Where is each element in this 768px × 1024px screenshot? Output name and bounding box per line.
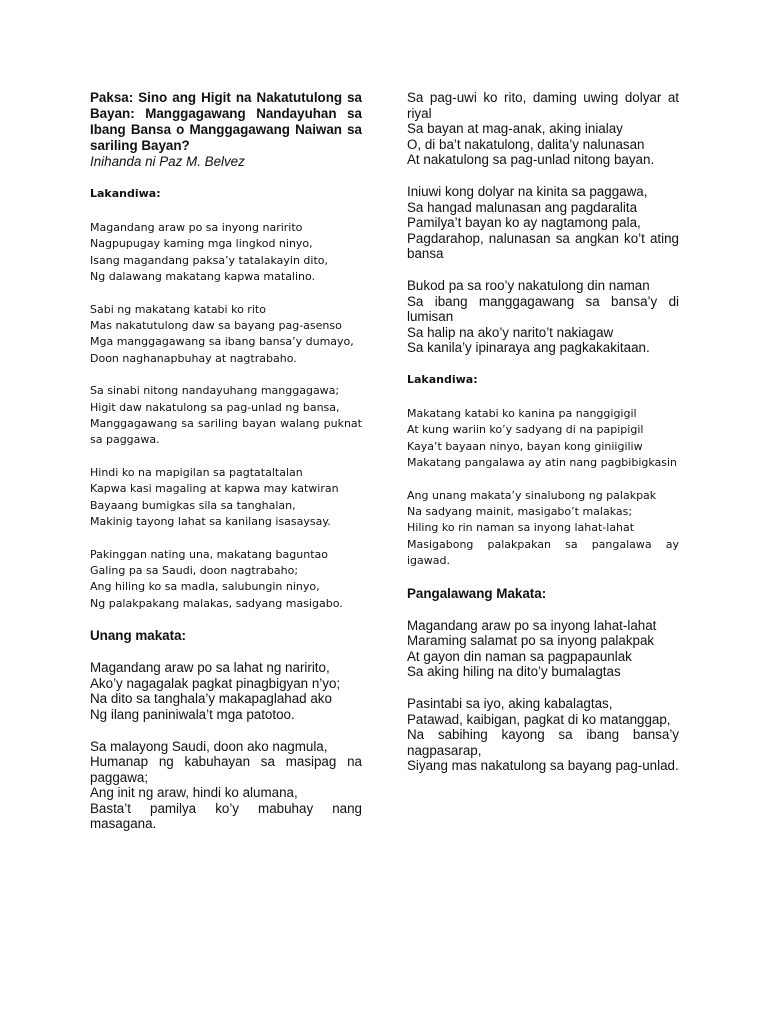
verse-line: Nagpupugay kaming mga lingkod ninyo,: [90, 237, 313, 251]
verse-line: Na sabihing kayong sa ibang bansa’y nagpasarap,: [407, 727, 679, 758]
lakandiwa-stanzas: [90, 220, 362, 612]
verse-line: Sa halip na ako’y narito’t nakiagaw: [407, 324, 614, 340]
unang-makata-stanzas: [90, 660, 362, 832]
verse-line: At nakatulong sa pag-unlad nitong bayan.: [407, 152, 655, 168]
stanza: [90, 660, 362, 722]
verse-line: Humanap ng kabuhayan sa masipag na paggawa;: [90, 754, 362, 785]
verse-line: Patawad, kaibigan, pagkat di ko matanggap,: [407, 711, 671, 727]
verse-line: Ng palakpakang malakas, sadyang masigabo.: [90, 596, 343, 610]
pangalawang-makata-stanzas: [407, 618, 679, 774]
verse-line: O, di ba’t nakatulong, dalita’y nalunasan: [407, 136, 645, 152]
verse-line: Sa aking hiling na dito’y bumalagtas: [407, 664, 621, 680]
unang-makata-heading: Unang makata:: [90, 628, 186, 644]
verse-line: Sa pag-uwi ko rito, daming uwing dolyar at riyal: [407, 90, 679, 121]
stanza: [90, 465, 362, 531]
right-column: [407, 90, 679, 790]
lakandiwa-label: Lakandiwa:: [90, 187, 161, 200]
verse-line: Magandang araw po sa lahat ng naririto,: [90, 660, 330, 676]
verse-line: Maraming salamat po sa inyong palakpak: [407, 633, 655, 649]
verse-line: Makinig tayong lahat sa kanilang isasaysay.: [90, 515, 331, 529]
verse-line: Kaya’t bayaan ninyo, bayan kong giniigiliw: [407, 439, 643, 453]
verse-line: Mas nakatutulong daw sa bayang pag-asenso: [90, 319, 342, 333]
stanza: [407, 184, 679, 262]
verse-line: At gayon din naman sa pagpapaunlak: [407, 648, 632, 664]
stanza: [90, 220, 362, 286]
verse-line: Sa sinabi nitong nandayuhang manggagawa;: [90, 384, 340, 398]
verse-line: Bayaang bumigkas sila sa tanghalan,: [90, 498, 296, 512]
verse-line: Kapwa kasi magaling at kapwa may katwiran: [90, 482, 339, 496]
verse-line: Sa malayong Saudi, doon ako nagmula,: [90, 738, 328, 754]
verse-line: Doon naghanapbuhay at nagtrabaho.: [90, 351, 297, 365]
verse-line: Masigabong palakpakan sa pangalawa ay igawad.: [407, 537, 679, 568]
verse-line: Makatang pangalawa ay atin nang pagbibigkasin: [407, 456, 678, 470]
verse-line: Ng dalawang makatang kapwa matalino.: [90, 270, 316, 284]
lakandiwa-label-2: Lakandiwa:: [407, 372, 478, 386]
verse-line: Sa bayan at mag-anak, aking inialay: [407, 121, 623, 137]
verse-line: Makatang katabi ko kanina pa nanggigigil: [407, 406, 637, 420]
verse-line: Pamilya’t bayan ko ay nagtamong pala,: [407, 215, 641, 231]
unang-makata-stanzas-continued: [407, 90, 679, 356]
verse-line: Magandang araw po sa inyong naririto: [90, 221, 303, 234]
verse-line: Magandang araw po sa inyong lahat-lahat: [407, 617, 657, 633]
verse-line: Basta’t pamilya ko’y mabuhay nang masagana.: [90, 800, 362, 832]
verse-line: Siyang mas nakatulong sa bayang pag-unlad.: [407, 758, 679, 774]
verse-line: Pasintabi sa iyo, aking kabalagtas,: [407, 695, 613, 711]
stanza: [90, 383, 362, 449]
stanza: [90, 739, 362, 833]
stanza: [407, 406, 679, 472]
verse-line: Bukod pa sa roo’y nakatulong din naman: [407, 277, 650, 293]
verse-line: Galing pa sa Saudi, doon nagtrabaho;: [90, 563, 299, 577]
stanza: [407, 90, 679, 168]
verse-line: Sa hangad malunasan ang pagdaralita: [407, 199, 638, 215]
verse-line: Mga manggagawang sa ibang bansa’y dumayo,: [90, 335, 354, 349]
verse-line: Na dito sa tanghala’y makapaglahad ako: [90, 691, 332, 707]
pangalawang-makata-heading: Pangalawang Makata:: [407, 585, 547, 601]
verse-line: Sa kanila’y ipinaraya ang pagkakakitaan.: [407, 340, 650, 356]
stanza: [407, 278, 679, 356]
verse-line: Hiling ko rin naman sa inyong lahat-lahat: [407, 521, 635, 535]
verse-line: Ako’y nagagalak pagkat pinagbigyan n’yo;: [90, 675, 341, 691]
verse-line: Hindi ko na mapigilan sa pagtataltalan: [90, 465, 303, 479]
verse-line: Ng ilang paniniwala’t mga patotoo.: [90, 706, 295, 722]
lakandiwa-stanzas-2: [407, 406, 679, 570]
verse-line: Ang hiling ko sa madla, salubungin ninyo,: [90, 580, 320, 594]
verse-line: Isang magandang paksa’y tatalakayin dito,: [90, 253, 328, 267]
left-column: [90, 90, 362, 848]
stanza: [90, 547, 362, 613]
verse-line: Ang unang makata’y sinalubong ng palakpak: [407, 488, 657, 502]
verse-line: Sa ibang manggagawang sa bansa’y di lumisan: [407, 293, 679, 325]
stanza: [407, 618, 679, 680]
verse-line: Pagdarahop, nalunasan sa angkan ko’t ating bansa: [407, 230, 679, 262]
verse-line: Iniuwi kong dolyar na kinita sa paggawa,: [407, 183, 648, 199]
stanza: [407, 488, 679, 570]
verse-line: Sabi ng makatang katabi ko rito: [90, 302, 266, 316]
byline: Inihanda ni Paz M. Belvez: [90, 154, 245, 169]
verse-line: At kung wariin ko’y sadyang di na papipigil: [407, 423, 644, 437]
stanza: [407, 696, 679, 774]
verse-line: Pakinggan nating una, makatang baguntao: [90, 547, 328, 561]
verse-line: Ang init ng araw, hindi ko alumana,: [90, 785, 298, 801]
verse-line: Manggagawang sa sariling bayan walang puknat sa paggawa.: [90, 417, 362, 447]
verse-line: Higit daw nakatulong sa pag-unlad ng bansa,: [90, 400, 340, 414]
stanza: [90, 302, 362, 368]
verse-line: Na sadyang mainit, masigabo’t malakas;: [407, 504, 633, 518]
debate-title: Paksa: Sino ang Higit na Nakatutulong sa Bayan: Manggagawang Nandayuhan sa Ibang Bansa o Manggagawang Naiwan sa sariling Bayan?: [90, 90, 362, 153]
